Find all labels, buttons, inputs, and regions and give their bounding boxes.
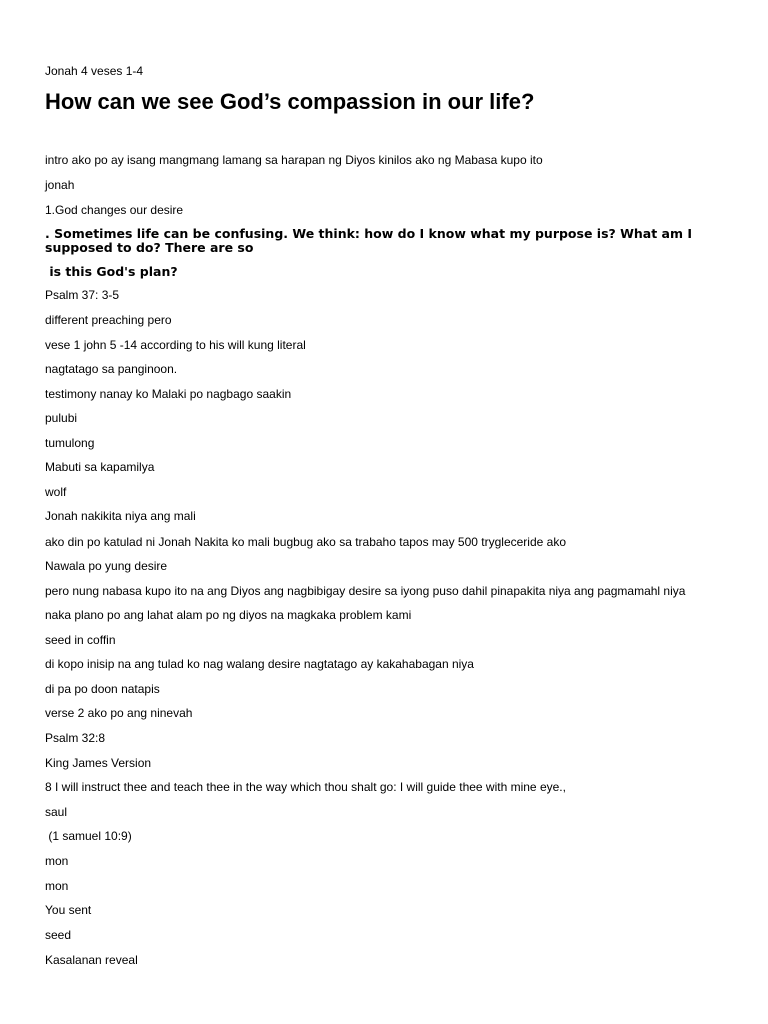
note-line: naka plano po ang lahat alam po ng diyos na magkaka problem kami (45, 608, 412, 622)
note-line: ako din po katulad ni Jonah Nakita ko mali bugbug ako sa trabaho tapos may 500 tryglecerіde ako (45, 535, 566, 549)
note-line: (1 samuel 10:9) (45, 829, 132, 843)
note-line: wolf (45, 485, 67, 499)
note-line: intro ako po ay isang mangmang lamang sa harapan ng Diyos kinilos ako ng Mabasa kupo ito (45, 153, 543, 167)
note-line: You sent (45, 903, 92, 917)
note-line: Psalm 37: 3-5 (45, 288, 120, 302)
note-line: seed in coffin (45, 633, 116, 647)
scripture-reference: Jonah 4 veses 1-4 (45, 64, 144, 78)
note-line: Nawala po yung desire (45, 559, 168, 573)
note-line: Mabuti sa kapamilya (45, 460, 155, 474)
note-line: verse 2 ako po ang ninevah (45, 706, 193, 720)
note-line: pulubi (45, 411, 78, 425)
note-line: seed (45, 928, 72, 942)
note-line: Psalm 32:8 (45, 731, 106, 745)
page-title: How can we see God’s compassion in our life? (45, 89, 535, 114)
note-line: Kasalanan reveal (45, 953, 138, 967)
note-line: Jonah nakikita niya ang mali (45, 509, 196, 523)
note-line: jonah (45, 178, 75, 192)
note-line: King James Version (45, 756, 152, 770)
note-line: different preaching pero (45, 313, 172, 327)
note-line: tumulong (45, 436, 95, 450)
emphasis-paragraph: . Sometimes life can be confusing. We think: how do I know what my purpose is? What am I supposed to do? There are so (45, 226, 693, 255)
emphasis-line: is this God's plan? (45, 264, 178, 279)
note-line: di pa po doon natapis (45, 682, 160, 696)
note-line: mon (45, 854, 69, 868)
note-line: testimony nanay ko Malaki po nagbago saakin (45, 387, 292, 401)
note-line: 1.God changes our desire (45, 203, 184, 217)
note-line: di kopo inisip na ang tulad ko nag walang desire nagtatago ay kakahabagan niya (45, 657, 474, 671)
note-line: 8 I will instruct thee and teach thee in the way which thou shalt go: I will guide thee with mine eye., (45, 780, 566, 794)
note-line: vese 1 john 5 -14 according to his will kung literal (45, 338, 306, 352)
note-line: mon (45, 879, 69, 893)
note-line: pero nung nabasa kupo ito na ang Diyos ang nagbibigay desire sa iyong puso dahil pinapakita niya ang pagmamahl niya (45, 584, 686, 598)
note-line: saul (45, 805, 68, 819)
note-line: nagtatago sa panginoon. (45, 362, 178, 376)
